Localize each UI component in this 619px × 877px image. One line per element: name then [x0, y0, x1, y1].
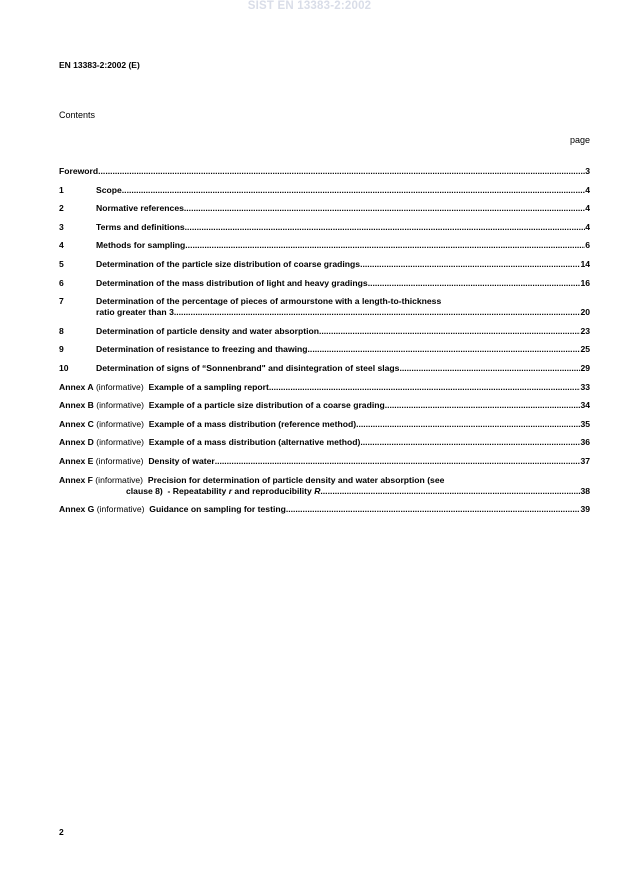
- toc-title-line2-row: [96, 307, 590, 318]
- leader-dots: [174, 307, 581, 318]
- toc-title-block: [96, 296, 590, 318]
- annex-prefix: [59, 456, 148, 467]
- toc-number: 9: [59, 344, 64, 355]
- annex-prefix: [59, 382, 148, 393]
- annex-label: Annex F: [59, 474, 93, 485]
- toc-entry-annex-g[interactable]: [59, 504, 590, 515]
- toc-title: Determination of the mass distribution of light and heavy gradings: [96, 277, 368, 288]
- toc-entry-clause-1[interactable]: [59, 185, 590, 196]
- toc-title-line1: Precision for determination of particle density and water absorption (see: [147, 474, 445, 485]
- annex-label: Annex B: [59, 400, 94, 411]
- watermark: SIST EN 13383-2:2002: [247, 0, 372, 12]
- toc-number: 5: [59, 258, 64, 269]
- toc-title: Methods for sampling: [96, 240, 186, 251]
- annex-prefix: [59, 437, 149, 448]
- toc-entry-clause-2[interactable]: [59, 203, 590, 214]
- annex-type: (informative): [96, 400, 145, 411]
- toc-title-line2: ratio greater than 3: [96, 307, 174, 318]
- toc-title-block: [59, 475, 590, 497]
- toc-title: Density of water: [148, 455, 215, 466]
- toc-page: 16: [580, 277, 590, 288]
- toc-page: 3: [585, 166, 590, 176]
- leader-dots: [286, 504, 581, 515]
- toc-page: 6: [585, 240, 590, 251]
- leader-dots: [215, 456, 581, 467]
- document-id: EN 13383-2:2002 (E): [59, 60, 140, 70]
- annex-label: Annex A: [59, 381, 94, 392]
- toc-title: Example of a mass distribution (alternative method): [148, 437, 361, 448]
- toc-number: 10: [59, 362, 69, 373]
- toc-entry-clause-3[interactable]: [59, 222, 590, 233]
- leader-dots: [319, 326, 580, 337]
- toc-entry-clause-7[interactable]: [59, 296, 590, 318]
- annex-label: Annex E: [59, 455, 94, 466]
- leader-dots: [98, 166, 585, 177]
- leader-dots: [269, 382, 581, 393]
- toc-entry-clause-10[interactable]: [59, 363, 590, 374]
- toc-page: 4: [585, 203, 590, 214]
- annex-type: (informative): [95, 455, 144, 466]
- toc-entry-annex-c[interactable]: [59, 419, 590, 430]
- toc-number: 6: [59, 277, 64, 288]
- annex-type: (informative): [96, 418, 145, 429]
- leader-dots: [360, 437, 580, 448]
- annex-prefix: [59, 400, 149, 411]
- toc-page: 23: [580, 325, 590, 336]
- toc-entry-annex-b[interactable]: [59, 400, 590, 411]
- annex-prefix: [59, 475, 148, 485]
- toc-page: 33: [580, 381, 590, 392]
- annex-type: (informative): [96, 504, 145, 515]
- toc-title-line2-part2: and reproducibility: [232, 485, 315, 496]
- leader-dots: [320, 486, 580, 497]
- toc-title-line2-part1: clause 8) - Repeatability: [126, 485, 229, 496]
- toc-title: Determination of the particle size distribution of coarse gradings: [96, 258, 361, 269]
- toc-page: 4: [585, 221, 590, 232]
- annex-label: Annex G: [59, 504, 95, 515]
- toc-entry-annex-f[interactable]: [59, 475, 590, 497]
- toc-entry-clause-5[interactable]: [59, 259, 590, 270]
- leader-dots: [368, 278, 581, 289]
- annex-label: Annex C: [59, 418, 94, 429]
- annex-type: (informative): [96, 437, 145, 448]
- toc-title: Foreword: [59, 166, 99, 176]
- toc-title: Example of a particle size distribution of a coarse grading: [148, 400, 385, 411]
- toc-number: 2: [59, 203, 64, 214]
- toc-title: Determination of particle density and water absorption: [96, 325, 319, 336]
- toc-title-line1: Determination of the percentage of pieces of armourstone with a length-to-thickness: [96, 296, 442, 307]
- leader-dots: [308, 344, 581, 355]
- leader-dots: [360, 259, 580, 270]
- contents-heading: Contents: [59, 110, 96, 120]
- toc-page: 29: [580, 362, 590, 373]
- toc-entry-clause-9[interactable]: [59, 344, 590, 355]
- toc-page: 4: [585, 184, 590, 195]
- toc-title-line1-row: [59, 475, 590, 486]
- toc-title: Guidance on sampling for testing: [149, 504, 286, 515]
- page-column-label: page: [569, 135, 590, 145]
- leader-dots: [356, 419, 580, 430]
- page-number: 2: [59, 827, 64, 837]
- symbol-r: r: [228, 485, 233, 496]
- leader-dots: [185, 222, 586, 233]
- toc-page: 14: [580, 258, 590, 269]
- toc-entry-foreword[interactable]: [59, 166, 590, 177]
- toc-number: 1: [59, 184, 64, 195]
- toc-page: 39: [580, 504, 590, 515]
- toc-number: 4: [59, 240, 64, 251]
- toc-entry-annex-a[interactable]: [59, 382, 590, 393]
- leader-dots: [385, 400, 581, 411]
- toc-title: Terms and definitions: [96, 221, 185, 232]
- annex-type: (informative): [95, 381, 144, 392]
- toc-title: Example of a mass distribution (reference method): [148, 418, 357, 429]
- toc-entry-clause-4[interactable]: [59, 240, 590, 251]
- toc-title: Normative references: [96, 203, 184, 214]
- toc-page: 35: [580, 418, 590, 429]
- toc-number: 8: [59, 325, 64, 336]
- toc-title: Determination of signs of “Sonnenbrand" and disintegration of steel slags: [96, 362, 400, 373]
- table-of-contents: [59, 166, 590, 523]
- toc-title: Determination of resistance to freezing and thawing: [96, 344, 308, 355]
- toc-page: 25: [580, 344, 590, 355]
- leader-dots: [185, 240, 585, 251]
- leader-dots: [184, 203, 585, 214]
- toc-entry-annex-e[interactable]: [59, 456, 590, 467]
- toc-number: 3: [59, 221, 64, 232]
- toc-entry-clause-6[interactable]: [59, 278, 590, 289]
- toc-title-line2-row: [59, 486, 590, 497]
- toc-title-line2: [126, 486, 320, 497]
- toc-page: 37: [580, 455, 590, 466]
- toc-page: 38: [580, 485, 590, 496]
- toc-title: Scope: [96, 184, 122, 195]
- toc-entry-annex-d[interactable]: [59, 437, 590, 448]
- annex-label: Annex D: [59, 437, 94, 448]
- annex-prefix: [59, 504, 149, 515]
- leader-dots: [122, 185, 585, 196]
- toc-title: Example of a sampling report: [148, 381, 269, 392]
- leader-dots: [399, 363, 580, 374]
- annex-prefix: [59, 419, 149, 430]
- symbol-R: R: [314, 485, 321, 496]
- toc-page: 20: [580, 307, 590, 318]
- toc-number: 7: [59, 296, 64, 307]
- toc-page: 36: [580, 437, 590, 448]
- annex-type: (informative): [95, 474, 144, 485]
- toc-page: 34: [580, 400, 590, 411]
- toc-entry-clause-8[interactable]: [59, 326, 590, 337]
